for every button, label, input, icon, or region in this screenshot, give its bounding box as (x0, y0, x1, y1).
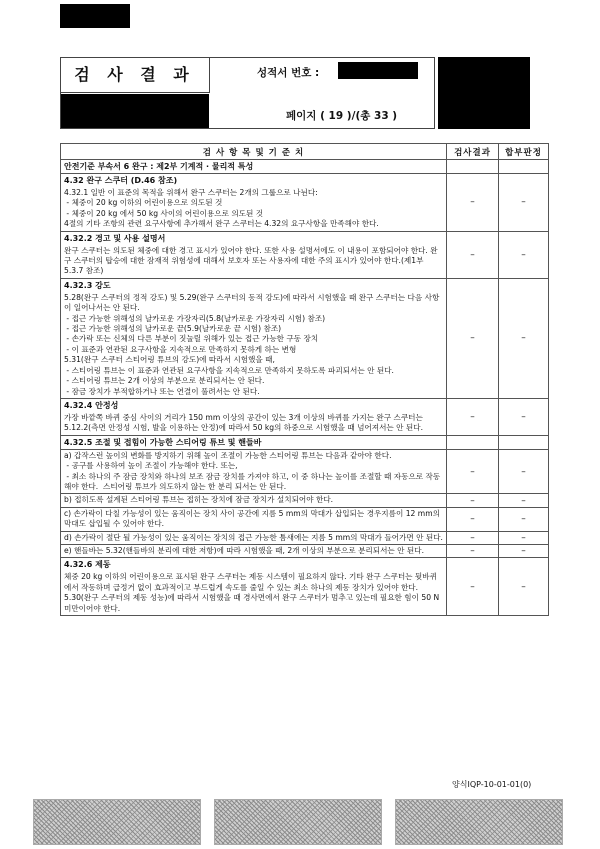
row-title: 4.32 완구 스쿠터 (D.46 참조) (64, 176, 178, 185)
cert-number-label: 성적서 번호 : (257, 67, 320, 79)
row-body: 완구 스쿠터는 의도된 체중에 대한 경고 표시가 있어야 한다. 또한 사용 설명서에도 이 내용이 포함되어야 한다. 완구 스쿠터의 탑승에 대한 잠재적 위험성에 대해서 보호자 또는 사용자에 대한 주의 표시가 있어야 한다.(제1부 5.3.7 참조) (64, 245, 438, 276)
inspection-table (60, 143, 549, 616)
row-body: d) 손가락이 절단 될 가능성이 있는 움직이는 장치의 접근 가능한 틈새에는 지름 5 mm의 막대가 들어가면 안 된다. (61, 531, 447, 544)
row-body: c) 손가락이 다칠 가능성이 있는 움직이는 장치 사이 공간에 지름 5 mm의 막대가 삽입되는 경우지름이 12 mm의 막대도 삽입될 수 있어야 한다. (61, 507, 447, 531)
row-result: – (447, 449, 499, 494)
row-result: – (447, 494, 499, 507)
row-result: – (447, 278, 499, 398)
table-header-row (61, 144, 549, 160)
table-row (61, 507, 549, 531)
col-header-item: 검 사 항 목 및 기 준 치 (61, 144, 447, 160)
row-pass: – (499, 231, 549, 278)
table-row (61, 449, 549, 494)
row-result: – (447, 507, 499, 531)
section-row (61, 160, 549, 174)
row-content (61, 231, 447, 278)
row-title: 4.32.3 강도 (64, 280, 111, 290)
redacted-cert-number (338, 62, 418, 79)
table-row (61, 398, 549, 435)
security-pattern-middle (214, 799, 382, 845)
row-body: b) 접히도록 설계된 스티어링 튜브는 접히는 장치에 잠금 장치가 설치되어야 한다. (61, 494, 447, 507)
security-pattern-left (33, 799, 201, 845)
row-pass: – (499, 531, 549, 544)
row-pass: – (499, 174, 549, 232)
row-pass: – (499, 398, 549, 435)
table-row (61, 531, 549, 544)
security-pattern-right (395, 799, 563, 845)
page-title: 검 사 결 과 (60, 57, 210, 93)
row-title: 4.32.6 제동 (64, 560, 111, 570)
col-header-pass: 합부판정 (499, 144, 549, 160)
row-title: 4.32.2 경고 및 사용 설명서 (64, 233, 166, 243)
redacted-logo (438, 57, 530, 129)
row-body: e) 핸들바는 5.32(핸들바의 분리에 대한 저항)에 따라 시험했을 때, 2개 이상의 부분으로 분리되서는 안 된다. (61, 544, 447, 557)
row-content (61, 398, 447, 435)
table-row (61, 231, 549, 278)
table-row (61, 494, 549, 507)
table-row (61, 174, 549, 232)
table-row-subheader (61, 435, 549, 449)
row-content (61, 558, 447, 616)
table-row (61, 544, 549, 557)
row-pass: – (499, 494, 549, 507)
row-result: – (447, 174, 499, 232)
subheader-pass-empty (499, 435, 549, 449)
col-header-result: 검사결과 (447, 144, 499, 160)
row-result: – (447, 531, 499, 544)
row-pass: – (499, 278, 549, 398)
row-body: 5.28(완구 스쿠터의 정적 강도) 및 5.29(완구 스쿠터의 동적 강도)에 따라서 시험했을 때 완구 스쿠터는 다음 사항이 일어나서는 안 된다. - 접근 가능한 위해성의 날카로운 가장자리(5.8(날카로운 가장자리 시험) 참조) - 접근 가능한 위해성의 날카로운 끝(5.9(날카로운 끝 시험) 참조) - 손가락 또는 신체의 다른 부분이 짓눌릴 위해가 있는 접근 가능한 구동 장치 - 이 표준과 연관된 요구사항을 지속적으로 만족하지 못하게 하는 변형 5.31(완구 스쿠터 스티어링 튜브의 강도)에 따라서 시험했을 때, - 스티어링 튜브는 이 표준과 연관된 요구사항을 지속적으로 만족하지 못하도록 파괴되서는 안 된다. - 스티어링 튜브는 2개 이상의 부분으로 분리되서는 안 된다. - 잠금 장치가 부적합하거나 또는 연결이 풀려서는 안 된다. (64, 292, 440, 396)
row-result: – (447, 544, 499, 557)
redacted-header-left (61, 94, 209, 128)
section-title: 안전기준 부속서 6 완구 : 제2부 기계적 · 물리적 특성 (61, 160, 447, 174)
row-pass: – (499, 507, 549, 531)
page-indicator: 페이지 ( 19 )/(총 33 ) (286, 110, 398, 122)
section-result-empty (447, 160, 499, 174)
row-content (61, 278, 447, 398)
row-content (61, 174, 447, 232)
form-code: 양식IQP-10-01-01(0) (452, 780, 532, 789)
section-pass-empty (499, 160, 549, 174)
row-body: a) 갑작스런 높이의 변화를 방지하기 위해 높이 조절이 가능한 스티어링 튜브는 다음과 같아야 한다. - 공구를 사용하여 높이 조절이 가능해야 한다. 또는, - 최소 하나의 주 잠금 장치와 하나의 보조 잠금 장치를 가져야 하고, 이 중 하나는 높이를 조절할 때 자동으로 작동해야 한다. 스티어링 튜브가 의도하지 않는 한 분리 되서는 안 된다. (61, 449, 447, 494)
row-pass: – (499, 558, 549, 616)
table-row (61, 278, 549, 398)
row-body: 체중 20 kg 이하의 어린이용으로 표시된 완구 스쿠터는 제동 시스템이 필요하지 않다. 기타 완구 스쿠터는 뒷바퀴에서 작동하며 급정거 없이 효과적이고 부드럽게 속도를 줄일 수 있는 최소 하나의 제동 장치가 있어야 한다. 5.30(완구 스쿠터의 제동 성능)에 따라서 시험했을 때 경사면에서 완구 스쿠터가 멈추고 있는데 필요한 힘이 50 N 미만이어야 한다. (64, 572, 440, 613)
row-result: – (447, 398, 499, 435)
row-title: 4.32.4 안정성 (64, 400, 119, 410)
row-result: – (447, 558, 499, 616)
row-body: 가장 바깥쪽 바퀴 중심 사이의 거리가 150 mm 이상의 공간이 있는 3개 이상의 바퀴를 가지는 완구 스쿠터는 5.12.2(측면 안정성 시험, 발을 이용하는 안정)에 따라서 50 kg의 하중으로 시험했을 때 넘어져서는 안 된다. (64, 412, 426, 433)
row-body: 4.32.1 일반 이 표준의 목적을 위해서 완구 스쿠터는 2개의 그룹으로 나뉜다: - 체중이 20 kg 이하의 어린이용으로 의도된 것 - 체중이 20 kg 에서 50 kg 사이의 어린이용으로 의도된 것 4절의 기타 조항의 관련 요구사항에 추가해서 완구 스쿠터는 4.32의 요구사항을 만족해야 한다. (64, 188, 379, 229)
row-pass: – (499, 544, 549, 557)
row-result: – (447, 231, 499, 278)
table-row (61, 558, 549, 616)
subheader-result-empty (447, 435, 499, 449)
redacted-top-label (60, 4, 130, 28)
row-pass: – (499, 449, 549, 494)
row-title: 4.32.5 조절 및 접힘이 가능한 스티어링 튜브 및 핸들바 (61, 435, 447, 449)
